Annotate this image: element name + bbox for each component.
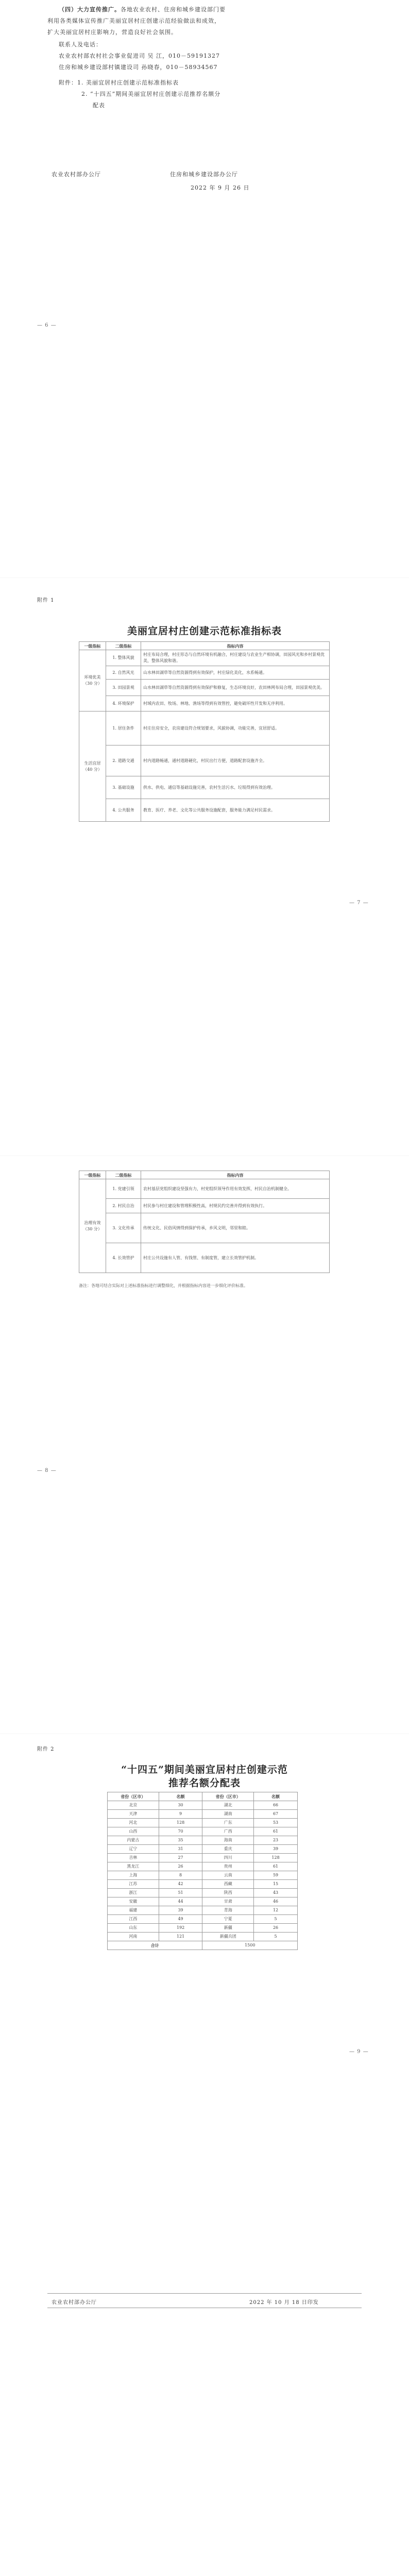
province-name: 重庆 [202, 1845, 254, 1854]
quota-value: 61 [254, 1827, 298, 1836]
province-name: 湖南 [202, 1810, 254, 1819]
indicator-content: 村庄布局合理，村庄形态与自然环境有机融合，村庄建设与农业生产相协调，田园风光和乡村景观优美，整体风貌和谐。 [141, 650, 330, 666]
primary-indicator: 生活宜居 （40 分） [79, 711, 106, 822]
contacts-title: 联系人及电话： [59, 41, 102, 48]
indicator-content: 村域内农田、牧场、林地、渔场等得到有效管控，避免破坏性开发和无序利用。 [141, 696, 330, 711]
province-name: 甘肃 [202, 1897, 254, 1906]
quota-value: 30 [159, 1801, 202, 1810]
quota-value: 23 [254, 1836, 298, 1845]
province-name: 贵州 [202, 1862, 254, 1871]
indicator-content: 村内道路畅通，通村道路硬化，村民出行方便，道路配套设施齐全。 [141, 745, 330, 776]
quota-value: 35 [159, 1836, 202, 1845]
quota-value: 121 [159, 1933, 202, 1941]
page-2 [0, 578, 409, 1155]
province-name: 青海 [202, 1906, 254, 1915]
secondary-indicator: 2. 自然风光 [106, 666, 141, 680]
table-header: 名额 [254, 1792, 298, 1801]
table-row [108, 1889, 298, 1897]
province-name: 河北 [108, 1819, 159, 1827]
table-row [108, 1854, 298, 1862]
indicator-content: 传统文化、民俗风情得到保护传承，乡风文明，邻里和睦。 [141, 1213, 330, 1243]
table-header: 省份（区市） [108, 1792, 159, 1801]
secondary-indicator: 3. 文化传承 [106, 1213, 141, 1243]
allocation-table [107, 1792, 298, 1950]
quota-value: 66 [254, 1801, 298, 1810]
quota-value: 39 [254, 1845, 298, 1854]
province-name: 安徽 [108, 1897, 159, 1906]
indicator-content: 村庄公共设施有人管、有钱管、有制度管，建立长效管护机制。 [141, 1243, 330, 1273]
quota-value: 12 [254, 1906, 298, 1915]
indicator-content: 供水、供电、通信等基础设施完善，农村生活污水、垃圾得到有效治理。 [141, 776, 330, 799]
table-header: 二级指标 [106, 1171, 141, 1179]
quota-value: 61 [254, 1862, 298, 1871]
signature-left: 农业农村部办公厅 [52, 171, 101, 178]
table-note: 备注：各地可结合实际对上述标准指标进行调整细化，并根据指标内容进一步细化评价标准。 [79, 1283, 248, 1288]
province-name: 天津 [108, 1810, 159, 1819]
quota-value: 67 [254, 1810, 298, 1819]
attachment-item: 1. 美丽宜居村庄创建示范标准指标表 [77, 79, 179, 86]
secondary-indicator: 1. 居住条件 [106, 711, 141, 745]
quota-value: 5 [254, 1933, 298, 1941]
table-row [108, 1845, 298, 1854]
body-text [47, 4, 367, 111]
table-row [108, 1810, 298, 1819]
table-row [108, 1819, 298, 1827]
section-heading: （四）大力宣传推广。 [59, 6, 121, 13]
quota-value: 44 [159, 1897, 202, 1906]
page-number: — 8 — [37, 1468, 57, 1473]
quota-value: 39 [159, 1906, 202, 1915]
attachment-item: 2. “十四五”期间美丽宜居村庄创建示范推荐名额分 [81, 91, 221, 97]
indicator-content: 山水林田湖草等自然资源得到有效保护和修复，生态环境良好，农田林网布局合理，田园景观优美。 [141, 680, 330, 696]
attachments-label: 附件： [59, 79, 77, 86]
quota-value: 192 [159, 1924, 202, 1933]
paragraph-text: 各地农业农村、住房和城乡建设部门要 [121, 6, 226, 13]
paragraph-text: 扩大美丽宜居村庄影响力，营造良好社会氛围。 [47, 29, 177, 36]
quota-value: 128 [159, 1819, 202, 1827]
quota-value: 15 [254, 1880, 298, 1889]
province-name: 江西 [108, 1915, 159, 1924]
province-name: 上海 [108, 1871, 159, 1880]
page-4 [0, 1734, 409, 2311]
secondary-indicator: 1. 党建引领 [106, 1179, 141, 1199]
secondary-indicator: 2. 道路交通 [106, 745, 141, 776]
quota-value: 26 [254, 1924, 298, 1933]
secondary-indicator: 4. 长效管护 [106, 1243, 141, 1273]
issue-date: 2022 年 9 月 26 日 [191, 184, 250, 191]
province-name: 黑龙江 [108, 1862, 159, 1871]
attachment-item: 配表 [93, 102, 105, 109]
secondary-indicator: 4. 环境保护 [106, 696, 141, 711]
contact-line: 农业农村部农村社会事业促进司 吴 江，010－59191327 [59, 53, 220, 59]
table-row [108, 1871, 298, 1880]
secondary-indicator: 1. 整体风貌 [106, 650, 141, 666]
quota-value: 43 [254, 1889, 298, 1897]
province-name: 吉林 [108, 1854, 159, 1862]
table-title: 美丽宜居村庄创建示范标准指标表 [127, 625, 282, 637]
contact-line: 住房和城乡建设部村镇建设司 孙晓春，010－58934567 [59, 64, 218, 71]
province-name: 北京 [108, 1801, 159, 1810]
table-header: 指标内容 [141, 642, 330, 650]
page-1 [0, 0, 409, 577]
table-header: 二级指标 [106, 642, 141, 650]
table-row [108, 1880, 298, 1889]
province-name: 新疆 [202, 1924, 254, 1933]
table-row [108, 1906, 298, 1915]
table-row [108, 1827, 298, 1836]
quota-value: 53 [254, 1819, 298, 1827]
province-name: 辽宁 [108, 1845, 159, 1854]
province-name: 宁夏 [202, 1915, 254, 1924]
paragraph-text: 利用各类媒体宣传推广美丽宜居村庄创建示范经验做法和成效， [47, 18, 220, 24]
province-name: 河南 [108, 1933, 159, 1941]
primary-indicator: 环境优美 （30 分） [79, 650, 106, 711]
primary-indicator: 治理有效 （30 分） [79, 1179, 106, 1273]
secondary-indicator: 2. 村民自治 [106, 1199, 141, 1213]
table-title-line2: 推荐名额分配表 [168, 1777, 241, 1789]
footer-issuer: 农业农村部办公厅 [52, 2300, 97, 2306]
province-name: 山西 [108, 1827, 159, 1836]
table-header: 指标内容 [141, 1171, 330, 1179]
total-label: 合计 [108, 1941, 202, 1950]
quota-value: 5 [254, 1915, 298, 1924]
indicator-content: 村民参与村庄建设和管理积极性高，村规民约完善并得到有效执行。 [141, 1199, 330, 1213]
province-name: 陕西 [202, 1889, 254, 1897]
table-title: “十四五”期间美丽宜居村庄创建示范 [121, 1764, 288, 1775]
table-header: 一级指标 [79, 1171, 106, 1179]
indicator-content: 教育、医疗、养老、文化等公共服务设施配套，服务能力满足村民需求。 [141, 799, 330, 822]
table-header: 名额 [159, 1792, 202, 1801]
indicator-content: 农村基层党组织建设坚强有力，村党组织领导作用有效发挥，村民自治机制健全。 [141, 1179, 330, 1199]
table-row [108, 1801, 298, 1810]
quota-value: 27 [159, 1854, 202, 1862]
province-name: 江苏 [108, 1880, 159, 1889]
table-header: 一级指标 [79, 642, 106, 650]
page-3 [0, 1156, 409, 1733]
table-row [108, 1933, 298, 1941]
quota-value: 9 [159, 1810, 202, 1819]
province-name: 广东 [202, 1819, 254, 1827]
standards-table-continued [79, 1171, 330, 1273]
province-name: 海南 [202, 1836, 254, 1845]
province-name: 浙江 [108, 1889, 159, 1897]
quota-value: 31 [159, 1845, 202, 1854]
signature-right: 住房和城乡建设部办公厅 [170, 171, 238, 178]
province-name: 山东 [108, 1924, 159, 1933]
province-name: 内蒙古 [108, 1836, 159, 1845]
quota-value: 8 [159, 1871, 202, 1880]
table-row [108, 1836, 298, 1845]
indicator-content: 村庄住房安全，农房建设符合规划要求，风貌协调，功能完善，宜居舒适。 [141, 711, 330, 745]
quota-value: 51 [159, 1889, 202, 1897]
standards-table [79, 641, 330, 822]
total-value: 1500 [202, 1941, 298, 1950]
indicator-content: 山水林田湖草等自然资源得到有效保护，村庄绿化美化，水系畅通。 [141, 666, 330, 680]
page-number: — 6 — [37, 323, 57, 328]
page-number: — 9 — [349, 2049, 369, 2055]
secondary-indicator: 4. 公共服务 [106, 799, 141, 822]
table-row [108, 1924, 298, 1933]
quota-value: 46 [254, 1897, 298, 1906]
quota-value: 49 [159, 1915, 202, 1924]
quota-value: 26 [159, 1862, 202, 1871]
secondary-indicator: 3. 基础设施 [106, 776, 141, 799]
province-name: 福建 [108, 1906, 159, 1915]
page-number: — 7 — [349, 900, 369, 906]
quota-value: 128 [254, 1854, 298, 1862]
province-name: 西藏 [202, 1880, 254, 1889]
table-header: 省份（区市） [202, 1792, 254, 1801]
province-name: 广西 [202, 1827, 254, 1836]
attachment-label: 附件 2 [37, 1747, 55, 1752]
footer-rule [47, 2293, 362, 2294]
quota-value: 70 [159, 1827, 202, 1836]
attachment-label: 附件 1 [37, 598, 55, 603]
footer-print-date: 2022 年 10 月 18 日印发 [249, 2300, 319, 2306]
province-name: 云南 [202, 1871, 254, 1880]
quota-value: 42 [159, 1880, 202, 1889]
province-name: 新疆兵团 [202, 1933, 254, 1941]
table-row [108, 1915, 298, 1924]
province-name: 四川 [202, 1854, 254, 1862]
secondary-indicator: 3. 田园景观 [106, 680, 141, 696]
table-row [108, 1862, 298, 1871]
province-name: 湖北 [202, 1801, 254, 1810]
table-row [108, 1897, 298, 1906]
quota-value: 59 [254, 1871, 298, 1880]
